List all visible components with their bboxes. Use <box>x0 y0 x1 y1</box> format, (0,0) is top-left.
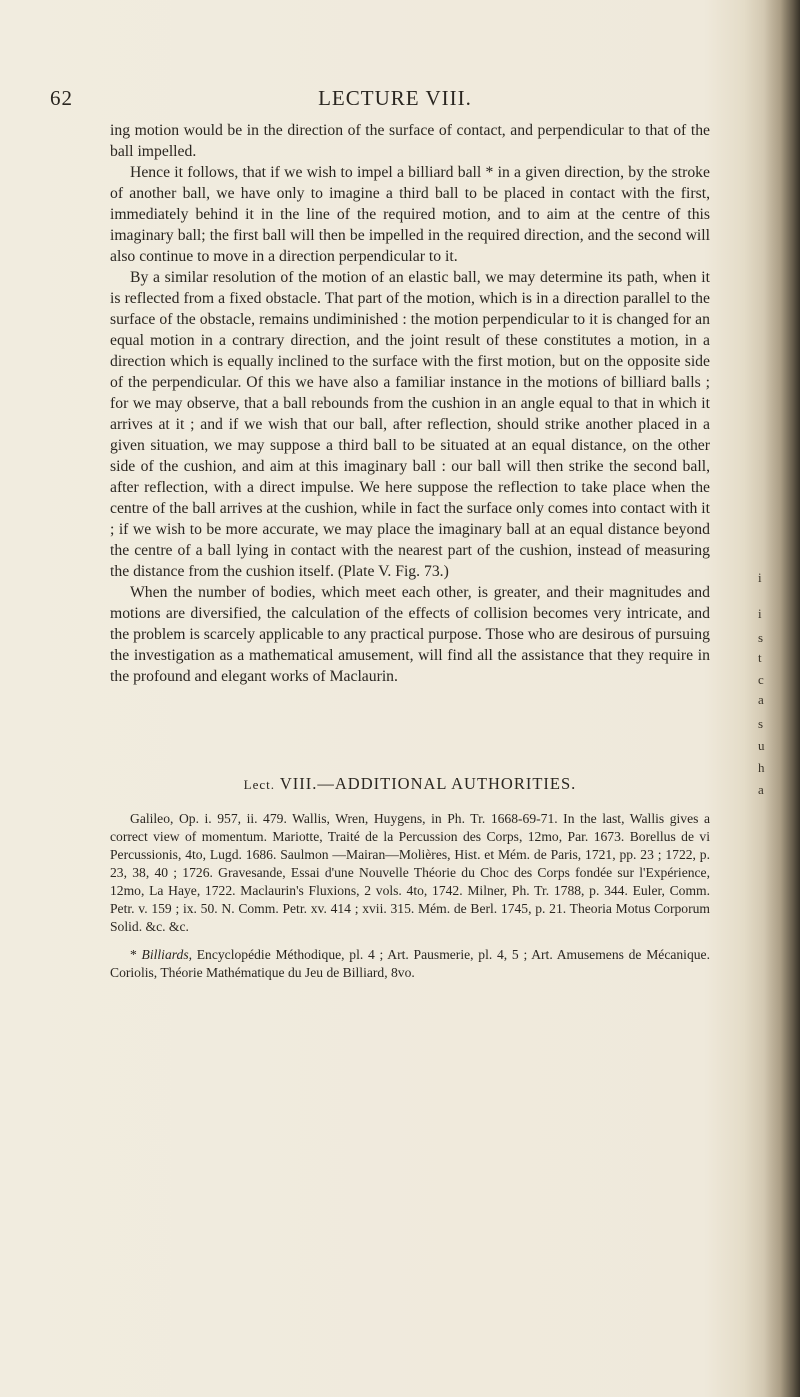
running-title: LECTURE VIII. <box>318 86 472 110</box>
authorities-references: Galileo, Op. i. 957, ii. 479. Wallis, Wren, Huygens, in Ph. Tr. 1668-69-71. In the last, Wallis gives a correct view of momentum. Mariotte, Traité de la Percussion des Corps, 12mo, Par. 1673. Borellus de vi Percussionis, 4to, Lugd. 1686. Saulmon —Mairan—Molières, Hist. et Mém. de Paris, 1721, pp. 23 ; 1722, p. 23, 38, 40 ; 1726. Gravesande, Essai d'une Nouvelle Théorie du Choc des Corps fondée sur l'Expérience, 12mo, La Haye, 1722. Maclaurin's Fluxions, 2 vols. 4to, 1742. Milner, Ph. Tr. 1788, p. 344. Euler, Comm. Petr. v. 159 ; ix. 50. N. Comm. Petr. xv. 414 ; xvii. 315. Mém. de Berl. 1745, p. 21. Theoria Motus Corporum Solid. &c. &c. <box>110 811 710 934</box>
footnote-italic: Billiards, <box>141 947 193 962</box>
bleed-through-letter: h <box>758 760 765 775</box>
footnote <box>110 946 710 982</box>
paragraph-billiard-impulse: Hence it follows, that if we wish to impel a billiard ball * in a given direction, by the stroke of another ball, we have only to imagine a third ball to be placed in contact with the first, immediately behind it in the line of the required motion, and to aim at the centre of this imaginary ball; the first ball will then be impelled in the required direction, and the second will also continue to move in a direction perpendicular to it. <box>110 164 710 265</box>
bleed-through-letter: a <box>758 782 764 797</box>
paragraph-continuation: ing motion would be in the direction of the surface of contact, and perpendicular to that of the ball impelled. <box>110 122 710 160</box>
page-number: 62 <box>50 86 73 110</box>
bleed-through-letter: a <box>758 692 764 707</box>
bleed-through-letter: s <box>758 630 764 645</box>
bleed-through-letter: s <box>758 716 764 731</box>
bleed-through-letter: t <box>758 650 762 665</box>
bleed-through-letter: c <box>758 672 764 687</box>
authorities-heading <box>110 774 710 794</box>
footnote-marker: * <box>130 947 142 962</box>
main-text <box>110 120 710 687</box>
heading-lect: Lect. <box>243 777 276 792</box>
additional-authorities <box>110 774 710 982</box>
footnote-text: Encyclopédie Méthodique, pl. 4 ; Art. Pausmerie, pl. 4, 5 ; Art. Amusemens de Mécanique. Coriolis, Théorie Mathématique du Jeu de Billiard, 8vo. <box>110 947 710 980</box>
paragraph-multiple-bodies: When the number of bodies, which meet each other, is greater, and their magnitudes and motions are diversified, the calculation of the effects of collision becomes very intricate, and the problem is scarcely applicable to any practical purpose. Those who are desirous of pursuing the investigation as a mathematical amusement, will find all the assistance that they require in the profound and elegant works of Maclaurin. <box>110 584 710 685</box>
bleed-through-letter: u <box>758 738 765 753</box>
bleed-through-letter: i <box>758 570 762 585</box>
running-head <box>50 86 740 110</box>
heading-rest: VIII.—ADDITIONAL AUTHORITIES. <box>275 774 577 793</box>
page-gutter-shadow <box>764 0 800 1397</box>
paragraph-elastic-reflection: By a similar resolution of the motion of an elastic ball, we may determine its path, when it is reflected from a fixed obstacle. That part of the motion, which is in a direction parallel to the surface of the obstacle, remains undiminished : the motion perpendicular to it is changed for an equal motion in a contrary direction, and the joint result of these constitutes a motion, in a direction which is equally inclined to the surface with the first motion, but on the opposite side of the perpendicular. Of this we have also a familiar instance in the motions of billiard balls ; for we may observe, that a ball rebounds from the cushion in an angle equal to that in which it arrives at it ; and if we wish that our ball, after reflection, should strike another placed in a given situation, we may suppose a third ball to be situated at an equal distance, on the other side of the cushion, and aim at this imaginary ball : our ball will then strike the second ball, after reflection, with a direct impulse. We here suppose the reflection to take place when the centre of the ball arrives at the cushion, while in fact the surface only comes into contact with it ; if we wish to be more accurate, we may place the imaginary ball at an equal distance beyond the centre of a ball lying in contact with the nearest part of the cushion, instead of measuring the distance from the cushion itself. (Plate V. Fig. 73.) <box>110 269 710 580</box>
bleed-through-letter: i <box>758 606 762 621</box>
